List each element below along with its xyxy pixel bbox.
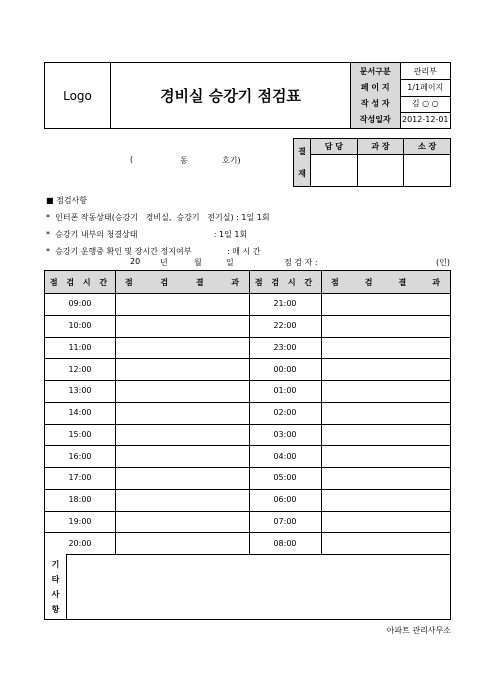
result-cell[interactable] (115, 532, 249, 554)
result-cell[interactable] (115, 337, 249, 359)
footer-office: 아파트 관리사무소 (386, 626, 451, 635)
header-result-char: 검 (364, 277, 373, 287)
time-cell: 14:00 (68, 408, 92, 418)
time-cell: 07:00 (273, 516, 297, 526)
seal-label: (인) (436, 258, 450, 267)
result-cell[interactable] (115, 293, 249, 315)
time-cell: 00:00 (273, 364, 297, 374)
result-cell[interactable] (115, 511, 249, 533)
remarks-label-char: 사 (51, 589, 60, 599)
header-inspection-time: 점 검 시 간 (49, 277, 111, 287)
note-item: * 승강기 내부의 청결상태 : 1일 1회 (46, 230, 248, 239)
header-inspection-result (321, 271, 450, 293)
header-result-char: 과 (432, 277, 440, 287)
approval-label-1: 결 (298, 146, 306, 156)
result-cell[interactable] (115, 489, 249, 511)
remarks-area[interactable] (67, 554, 450, 619)
note-item: * 인터폰 작동상태(승강기 경비실, 승강기 전기실) : 1일 1회 (46, 213, 270, 222)
time-cell: 13:00 (68, 386, 92, 396)
remarks-label-char: 타 (51, 574, 60, 584)
document-title: 경비실 승강기 점검표 (111, 63, 351, 128)
meta-key: 페 이 지 (351, 79, 401, 95)
result-cell[interactable] (115, 445, 249, 467)
approval-label (294, 139, 311, 186)
signature-area[interactable] (311, 155, 357, 186)
meta-row-author (351, 96, 450, 113)
time-cell: 01:00 (273, 386, 297, 396)
time-cell: 12:00 (68, 364, 92, 374)
document-header (44, 62, 451, 129)
approval-col-header: 소 장 (404, 139, 450, 155)
meta-row-doc-type (351, 63, 450, 80)
time-cell: 09:00 (68, 299, 92, 309)
time-cell: 17:00 (68, 473, 92, 483)
result-cell[interactable] (321, 467, 450, 489)
approval-box (293, 138, 451, 187)
location-open-paren: ( (130, 155, 134, 164)
inspection-table (44, 270, 451, 620)
logo: Logo (45, 63, 111, 128)
approval-col-staff (311, 139, 358, 186)
result-cell[interactable] (321, 315, 450, 337)
result-cell[interactable] (321, 511, 450, 533)
time-cell: 20:00 (68, 538, 92, 548)
meta-value: 1/1페이지 (407, 82, 444, 92)
time-cell: 23:00 (273, 342, 297, 352)
approval-col-director (404, 139, 450, 186)
time-cell: 16:00 (68, 451, 92, 461)
time-cell: 19:00 (68, 516, 92, 526)
document-meta (351, 63, 450, 128)
time-cell: 18:00 (68, 495, 92, 505)
time-cell: 15:00 (68, 429, 92, 439)
time-cell: 05:00 (273, 473, 297, 483)
meta-row-page (351, 79, 450, 96)
date-year-label: 년 (160, 258, 168, 267)
time-cell: 21:00 (273, 299, 297, 309)
result-cell[interactable] (321, 402, 450, 424)
time-cell: 11:00 (68, 342, 92, 352)
location-dong: 동 (180, 156, 188, 165)
result-cell[interactable] (321, 358, 450, 380)
time-cell: 08:00 (273, 538, 297, 548)
header-result-char: 결 (398, 277, 407, 287)
result-cell[interactable] (115, 358, 249, 380)
header-result-char: 결 (195, 277, 204, 287)
inspector-label: 점 검 자 : (284, 258, 318, 267)
result-cell[interactable] (321, 380, 450, 402)
result-cell[interactable] (321, 489, 450, 511)
meta-value: 관리부 (413, 66, 437, 76)
inspection-notes (46, 192, 270, 260)
time-cell: 03:00 (273, 429, 297, 439)
result-cell[interactable] (321, 424, 450, 446)
location-ho: 호기) (222, 156, 241, 165)
signature-area[interactable] (404, 155, 450, 186)
approval-col-header: 담 당 (311, 139, 357, 155)
time-cell: 06:00 (273, 495, 297, 505)
date-year: 20 (130, 257, 141, 266)
time-cell: 04:00 (273, 451, 297, 461)
header-result-char: 검 (160, 277, 169, 287)
result-cell[interactable] (321, 337, 450, 359)
result-cell[interactable] (321, 532, 450, 554)
result-cell[interactable] (321, 293, 450, 315)
remarks-label-char: 항 (51, 604, 60, 614)
header-inspection-time: 점 검 시 간 (254, 277, 316, 287)
remarks-label-char: 기 (51, 559, 60, 569)
signature-area[interactable] (358, 155, 404, 186)
meta-row-date (351, 112, 450, 128)
remarks-label (45, 554, 67, 619)
meta-key: 작성일자 (351, 112, 401, 128)
date-month-label: 월 (194, 258, 202, 267)
header-result-char: 점 (331, 277, 339, 287)
meta-value: 김 ○ ○ (411, 99, 439, 109)
meta-key: 문서구분 (351, 63, 401, 79)
date-day-label: 일 (226, 258, 234, 267)
result-cell[interactable] (115, 424, 249, 446)
meta-value: 2012-12-01 (402, 115, 449, 125)
header-result-char: 점 (125, 277, 133, 287)
approval-col-manager (358, 139, 405, 186)
time-cell: 10:00 (68, 321, 92, 331)
approval-label-2: 재 (298, 168, 306, 178)
date-inspector-line (44, 257, 451, 269)
result-cell[interactable] (115, 315, 249, 337)
header-result-char: 과 (231, 277, 239, 287)
header-inspection-result (115, 271, 249, 293)
approval-col-header: 과 장 (358, 139, 404, 155)
note-item: * 승강기 운행중 확인 및 장시간 정지여부 : 매 시 간 (46, 247, 261, 256)
notes-heading: ■ 점검사항 (46, 196, 88, 205)
result-cell[interactable] (321, 445, 450, 467)
result-cell[interactable] (115, 380, 249, 402)
meta-key: 작 성 자 (351, 96, 401, 112)
result-cell[interactable] (115, 467, 249, 489)
time-cell: 02:00 (273, 408, 297, 418)
time-cell: 22:00 (273, 321, 297, 331)
result-cell[interactable] (115, 402, 249, 424)
